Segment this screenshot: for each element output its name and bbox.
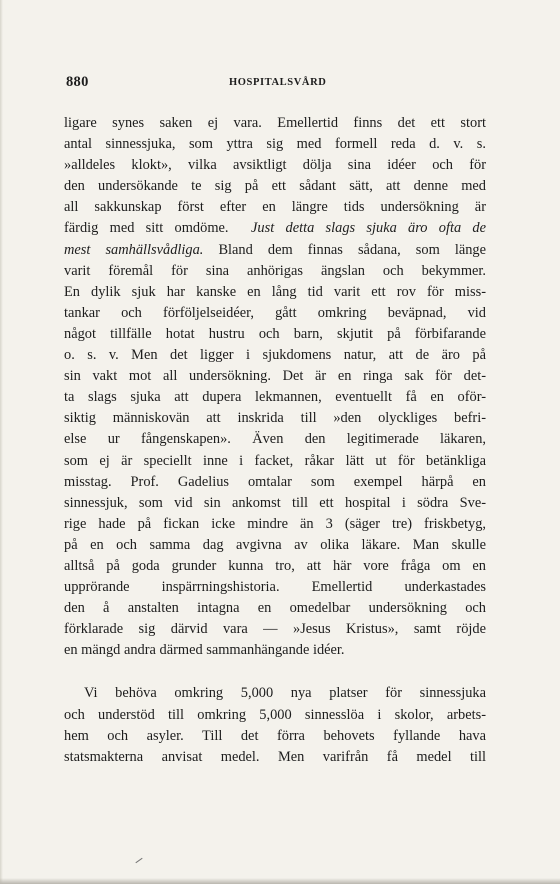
text-line: och understöd till omkring 5,000 sinnesslöa i skolor, arbets-: [64, 706, 486, 723]
text-line: på en och samma dag avgivna av olika läkare. Man skulle: [64, 536, 486, 553]
text-line: En dylik sjuk har kanske en lång tid varit ett rov för miss-: [64, 283, 486, 300]
body-text: [64, 113, 486, 768]
text-line: misstag. Prof. Gadelius omtalar som exempel härpå en: [64, 473, 486, 490]
text-line-mixed: [64, 240, 486, 261]
paragraph-gap: [64, 661, 486, 683]
page-edge-shadow: [0, 0, 3, 884]
italic-segment: mest samhällsvådliga.: [64, 241, 204, 258]
running-head: HOSPITALSVÅRD: [229, 77, 327, 88]
text-line: förklarade sig därvid vara — »Jesus Kristus», samt röjde: [64, 621, 486, 638]
italic-segment: Just detta slags sjuka äro ofta de: [251, 220, 486, 237]
text-line: en mängd andra därmed sammanhängande idéer.: [64, 642, 345, 659]
text-line: ligare synes saken ej vara. Emellertid finns det ett stort: [64, 115, 486, 131]
text-line: varit föremål för sina anhörigas ängslan och bekymmer.: [64, 262, 486, 279]
text-line: något tillfälle hotat hustru och barn, skjutit på förbifarande: [64, 325, 486, 342]
page-number: 880: [66, 74, 89, 90]
text-line: sinnessjuk, som vid sin ankomst till ett hospital i södra Sve-: [64, 494, 486, 511]
text-line: statsmakterna anvisat medel. Men varifrån få medel till: [64, 748, 486, 765]
text-line: den å anstalten intagna en omedelbar undersökning och: [64, 600, 486, 617]
text-line: rige hade på fickan icke mindre än 3 (säger tre) friskbetyg,: [64, 515, 486, 532]
text-line: all sakkunskap först efter en längre tids undersökning är: [64, 199, 486, 216]
text-line: »alldeles klokt», vilka avsiktligt dölja sina idéer och för: [64, 157, 486, 174]
text-line: siktig människovän att inskrida till »den olyckliges befri-: [64, 410, 486, 427]
text-segment: Bland dem finnas sådana, som länge: [218, 241, 486, 258]
text-line: tankar och förföljelseidéer, gått omkring beväpnad, vid: [64, 304, 486, 321]
text-line: else ur fångenskapen». Även den legitimerade läkaren,: [64, 431, 486, 448]
text-line: alltså på goda grunder kunna tro, att här vore fråga om en: [64, 557, 486, 574]
page-bottom-edge: [0, 878, 560, 884]
paragraph-2: [64, 683, 486, 767]
text-line: hem och asyler. Till det förra behovets fyllande hava: [64, 727, 486, 744]
text-line: antal sinnessjuka, som yttra sig med formell reda d. v. s.: [64, 136, 486, 153]
paragraph-1: [64, 113, 486, 661]
text-line: Vi behöva omkring 5,000 nya platser för sinnessjuka: [84, 685, 486, 702]
text-line: sin vakt mot all undersökning. Det är en ringa sak för det-: [64, 368, 486, 385]
text-line: upprörande inspärrningshistoria. Emellertid underkastades: [64, 579, 486, 596]
text-segment: färdig med sitt omdöme.: [64, 220, 229, 237]
text-line-mixed: [64, 218, 486, 239]
page-header: [58, 66, 488, 90]
text-line: som ej är speciellt inne i facket, råkar lätt ut för betänkliga: [64, 452, 486, 469]
text-line: o. s. v. Men det ligger i sjukdomens natur, att de äro på: [64, 347, 486, 364]
text-line: den undersökande te sig på ett sådant sätt, att denne med: [64, 178, 486, 195]
text-line: ta slags sjuka att dupera lekmannen, eventuellt få en oför-: [64, 389, 486, 406]
ink-mark: [135, 858, 142, 863]
